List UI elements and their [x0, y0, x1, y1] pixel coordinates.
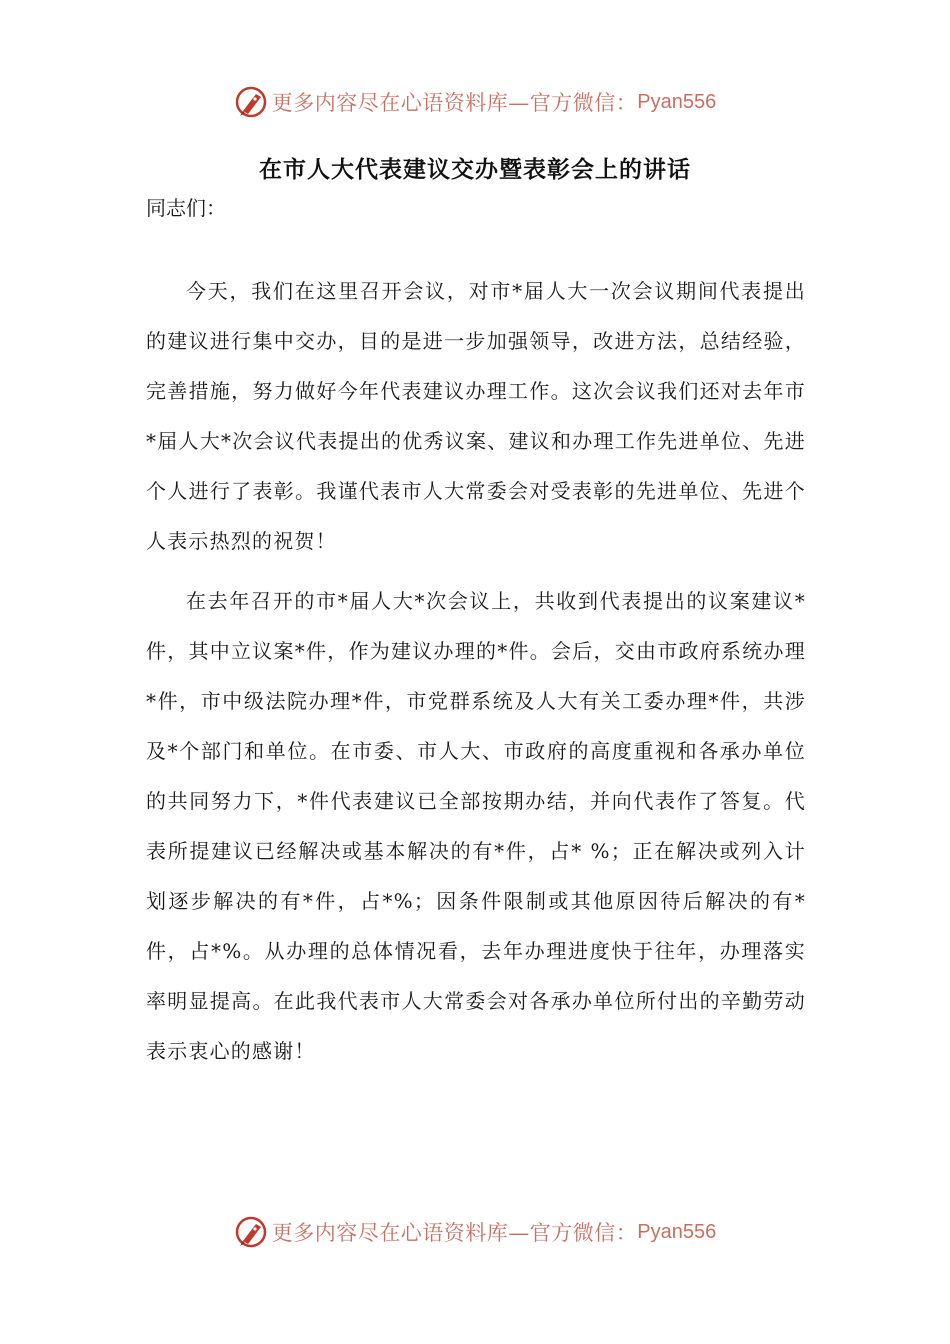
pen-nib-logo-icon	[234, 1215, 268, 1249]
paragraph: 在去年召开的市*届人大*次会议上，共收到代表提出的议案建议*件，其中立议案*件，作为建议办理的*件。会后，交由市政府系统办理*件，市中级法院办理*件，市党群系统及人大有关工委办理*件，共涉及*个部门和单位。在市委、市人大、市政府的高度重视和各承办单位的共同努力下，*件代表建议已全部按期办结，并向代表作了答复。代表所提建议已经解决或基本解决的有*件，占* %；正在解决或列入计划逐步解决的有*件，占*%；因条件限制或其他原因待后解决的有*件，占*%。从办理的总体情况看，去年办理进度快于往年，办理落实率明显提高。在此我代表市人大常委会对各承办单位所付出的辛勤劳动表示衷心的感谢！	[146, 589, 806, 1063]
document-body	[146, 188, 806, 1086]
watermark-wechat-id: Pyan556	[637, 90, 717, 113]
salutation: 同志们：	[146, 196, 226, 220]
pen-nib-logo-icon	[234, 85, 268, 119]
header-watermark	[0, 82, 950, 122]
watermark-wechat-id: Pyan556	[637, 1220, 717, 1243]
document-title: 在市人大代表建议交办暨表彰会上的讲话	[259, 157, 691, 183]
footer-watermark	[0, 1212, 950, 1252]
watermark-text: 更多内容尽在心语资料库—官方微信：	[271, 91, 638, 115]
watermark-text: 更多内容尽在心语资料库—官方微信：	[271, 1221, 638, 1245]
paragraph: 今天，我们在这里召开会议，对市*届人大一次会议期间代表提出的建议进行集中交办，目的是进一步加强领导，改进方法，总结经验，完善措施，努力做好今年代表建议办理工作。这次会议我们还对去年市*届人大*次会议代表提出的优秀议案、建议和办理工作先进单位、先进个人进行了表彰。我谨代表市人大常委会对受表彰的先进单位、先进个人表示热烈的祝贺！	[146, 279, 806, 553]
